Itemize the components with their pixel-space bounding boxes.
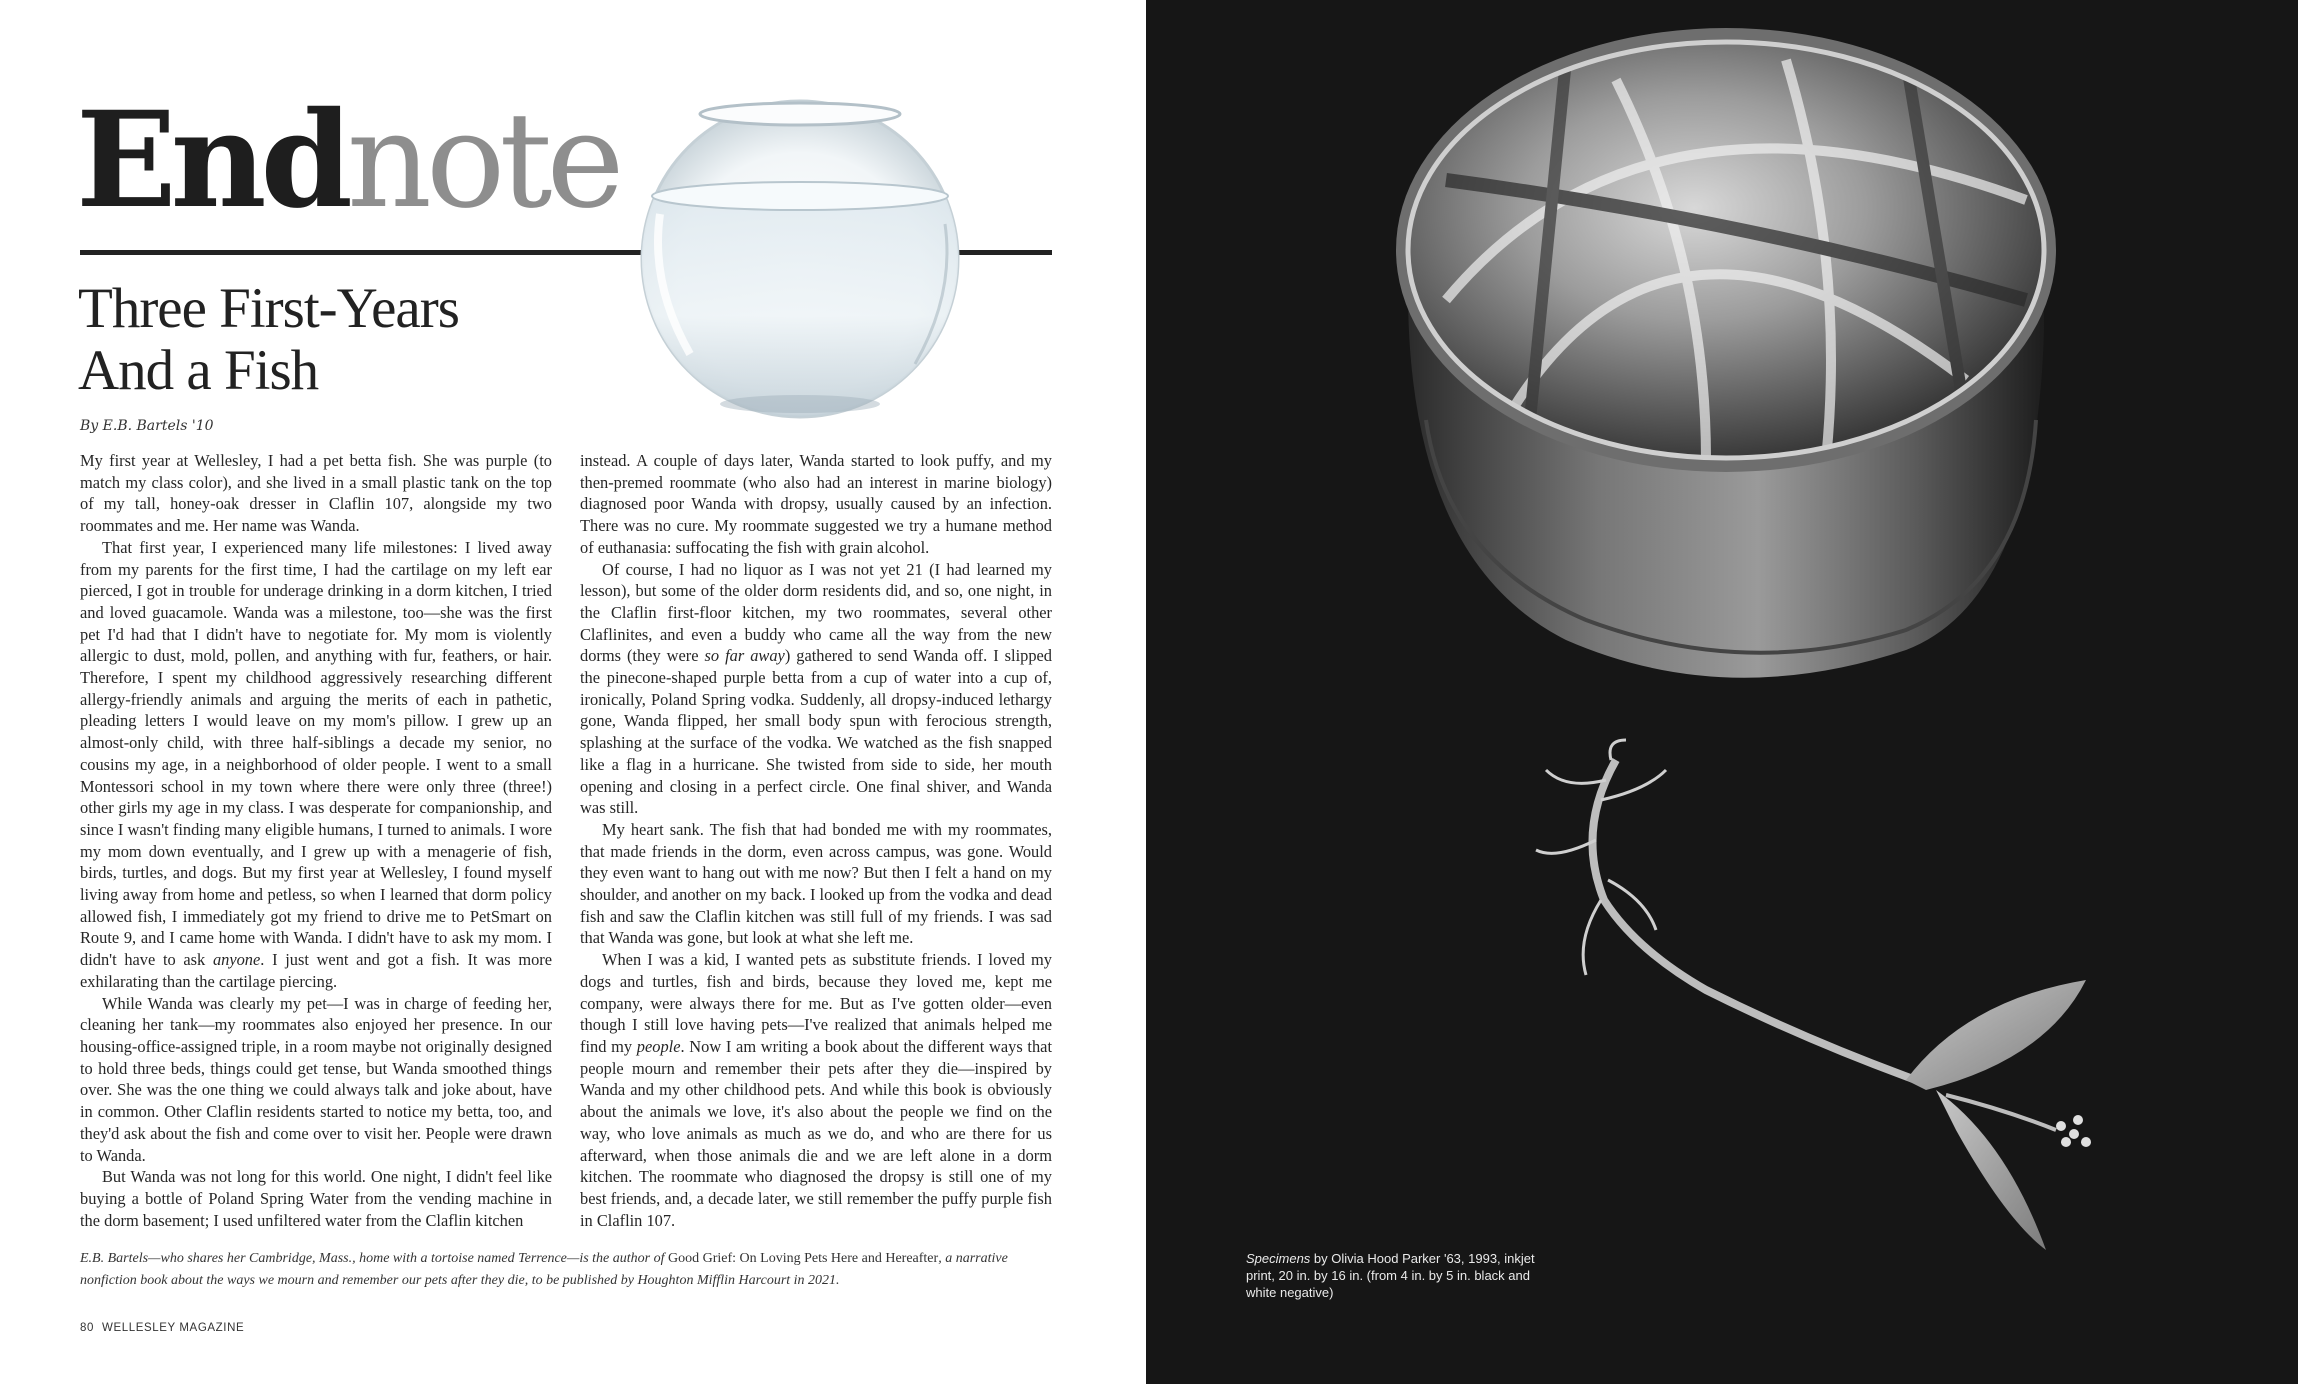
paragraph-text: When I was a kid, I wanted pets as substitute friends. I loved my dogs and turtles, fish and birds, because they loved me, kept me company, were always there for me. But as I've gotten older—even though I still love having pets—I've realized that animals helped me find my (580, 950, 1052, 1056)
section-title-end: End (76, 83, 347, 238)
body-paragraph (580, 949, 1052, 1231)
photo-caption (1246, 1250, 1536, 1301)
paragraph-emphasis: people (636, 1036, 681, 1056)
paragraph-text: ) gathered to send Wanda off. I slipped the pinecone-shaped purple betta from a cup of water into a cup of, ironically, Poland Spring vodka. Suddenly, all dropsy-induced lethargy gone, Wanda flipped, her small body spun with ferocious strength, splashing at the surface of the vodka. We watched as the fish snapped like a flag in a hurricane. She twisted from side to side, her mouth opening and closing in a perfect circle. One final shiver, and Wanda was still. (580, 646, 1052, 818)
paragraph-emphasis: so far away (704, 646, 785, 666)
article-headline (78, 278, 459, 402)
body-paragraph (80, 993, 552, 1167)
body-paragraph (580, 559, 1052, 819)
byline: By E.B. Bartels '10 (80, 418, 214, 434)
paragraph-text: instead. A couple of days later, Wanda started to look puffy, and my then-premed roommate (who also had an interest in marine biology) diagnosed poor Wanda with dropsy, usually caused by an infection. There was no cure. My roommate suggested we try a humane method of euthanasia: suffocating the fish with grain alcohol. (580, 451, 1052, 557)
caption-text: by Olivia Hood Parker '63, 1993, inkjet print, 20 in. by 16 in. (from 4 in. by 5 in. black and white negative) (1246, 1251, 1535, 1300)
left-page (0, 0, 1146, 1384)
paragraph-text: My heart sank. The fish that had bonded me with my roommates, that made friends in the dorm, even across campus, was gone. Would they even want to hang out with me now? But then I felt a hand on my shoulder, and another on my back. I looked up from the vodka and dead fish and saw the Claflin kitchen was still full of my friends. I was sad that Wanda was gone, but look at what she left me. (580, 819, 1052, 948)
paragraph-text: But Wanda was not long for this world. One night, I didn't feel like buying a bottle of Poland Spring Water from the vending machine in the dorm basement; I used unfiltered water from the Claflin kitchen (80, 1167, 552, 1230)
bio-text: E.B. Bartels—who shares her Cambridge, Mass., home with a tortoise named Terrence—is the author of (80, 1251, 668, 1266)
paragraph-text: Of course, I had no liquor as I was not yet 21 (I had learned my lesson), but some of the older dorm residents did, and so, one night, in the Claflin first-floor kitchen, my two roommates, several other Claflinites, and even a buddy who came all the way from the new dorms (they were (580, 559, 1052, 666)
headline-line-2: And a Fish (78, 339, 319, 402)
magnifier-box (1396, 28, 2056, 678)
paragraph-text: . I just went and got a fish. It was more exhilarating than the cartilage piercing. (80, 950, 552, 991)
magazine-name: WELLESLEY MAGAZINE (102, 1322, 245, 1334)
headline-line-1: Three First-Years (78, 277, 459, 340)
body-paragraph (580, 819, 1052, 949)
section-title (76, 83, 619, 238)
paragraph-emphasis: anyone (212, 950, 261, 970)
paragraph-text: My first year at Wellesley, I had a pet betta fish. She was purple (to match my class color), and she lived in a small plastic tank on the top of my tall, honey-oak dresser in Claflin 107, alongside my two roommates and me. Her name was Wanda. (80, 451, 552, 536)
paragraph-text: That first year, I experienced many life milestones: I lived away from my parents for the first time, I had the cartilage on my left ear pierced, I got in trouble for underage drinking in a dorm kitchen, I tried and loved guacamole. Wanda was a milestone, too—she was the first pet I'd had that I didn't have to negotiate for. My mom is violently allergic to dust, mold, pollen, and anything with fur, feathers, or hair. Therefore, I spent my childhood aggressively researching different allergy-friendly animals and arguing the merits of each in pathetic, pleading letters I would leave on my mom's pillow. I grew up an almost-only child, with three half-siblings a decade my senior, no cousins my age, in a neighborhood of older people. I went to a small Montessori school in my town where there were only three (three!) other girls my age in my class. I was desperate for companionship, and since I wasn't finding many eligible humans, I turned to animals. I wore my mom down eventually, and I grew up with a menagerie of fish, birds, turtles, and dogs. But my first year at Wellesley, I found myself living away from home and petless, so when I learned that dorm policy allowed fish, I immediately got my friend to drive me to PetSmart on Route 9, and I came home with Wanda. I didn't have to ask my mom. I didn't have to ask (80, 537, 552, 970)
body-paragraph (580, 450, 1052, 559)
body-paragraph (80, 537, 552, 993)
caption-title: Specimens (1246, 1251, 1311, 1266)
body-paragraph (80, 1166, 552, 1231)
page-number: 80 (80, 1322, 94, 1334)
bio-text: , a narrative nonfiction book about the ways we mourn and remember our pets after they die, to be published by Houghton Mifflin Harcourt in 2021. (80, 1251, 1008, 1288)
body-column-2 (580, 450, 1052, 1231)
author-bio (80, 1248, 1060, 1292)
body-column-1 (80, 450, 552, 1231)
specimens-photograph (1146, 0, 2298, 1384)
body-paragraph (80, 450, 552, 537)
specimen-plant (1536, 740, 2091, 1250)
paragraph-text: While Wanda was clearly my pet—I was in charge of feeding her, cleaning her tank—my roommates also enjoyed her presence. In our housing-office-assigned triple, in a room maybe not originally designed to hold three beds, things could get tense, but Wanda smoothed things over. She was the one thing we could always talk and joke about, have in common. Other Claflin residents started to notice my betta, too, and they'd ask about the fish and come over to visit her. People were drawn to Wanda. (80, 993, 552, 1165)
right-page (1146, 0, 2298, 1384)
bio-book-title: Good Grief: On Loving Pets Here and Hereafter (668, 1251, 939, 1266)
fishbowl-image (600, 84, 1000, 424)
paragraph-text: . Now I am writing a book about the different ways that people mourn and remember their pets after they die—inspired by Wanda and my other childhood pets. And while this book is obviously about the animals we love, it's also about the people we find on the way, who love animals as much as we do, and who are there for us afterward, when those animals die and we are left alone in a dorm kitchen. The roommate who diagnosed the dropsy is still one of my best friends, and, a decade later, we still remember the puffy purple fish in Claflin 107. (580, 1036, 1052, 1230)
section-title-note: note (346, 84, 619, 238)
folio (80, 1322, 244, 1334)
